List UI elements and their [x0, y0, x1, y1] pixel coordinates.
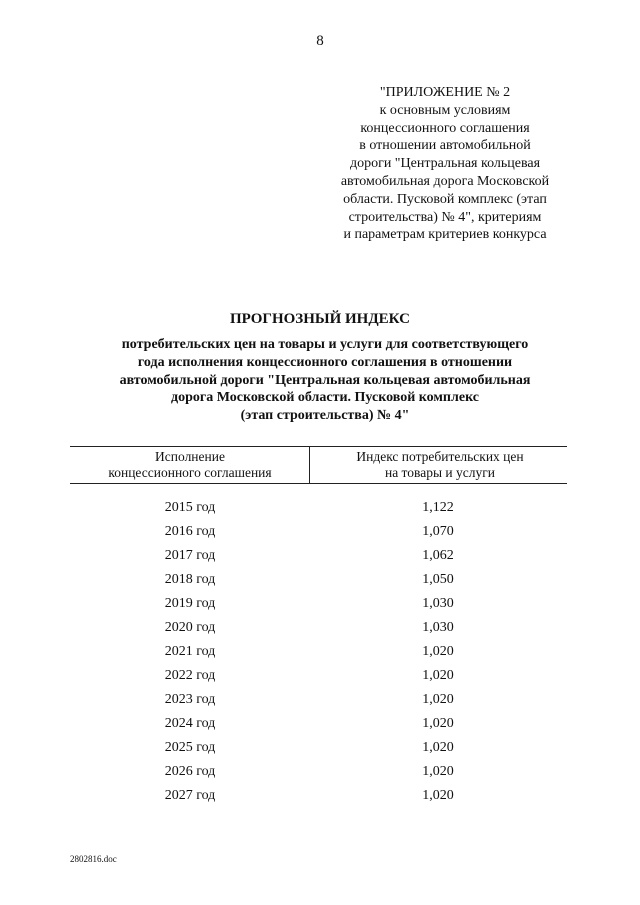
year-cell: 2016 год — [164, 524, 216, 539]
table-row — [0, 618, 640, 642]
appendix-line: строительства) № 4", критериям — [348, 209, 542, 225]
table-row — [0, 594, 640, 618]
document-title: ПРОГНОЗНЫЙ ИНДЕКС — [229, 311, 410, 327]
appendix-line: дороги "Центральная кольцевая — [349, 156, 541, 172]
table-row — [0, 714, 640, 738]
table-row — [0, 498, 640, 522]
index-cell: 1,020 — [422, 788, 454, 803]
appendix-line: области. Пусковой комплекс (этап — [343, 191, 547, 207]
table-header-execution — [80, 449, 300, 481]
index-cell: 1,062 — [422, 548, 454, 563]
table-row — [0, 690, 640, 714]
index-cell: 1,020 — [422, 716, 454, 731]
year-cell: 2027 год — [164, 788, 216, 803]
subtitle-line: (этап строительства) № 4" — [240, 408, 410, 424]
subtitle-line: года исполнения концессионного соглашения в отношении — [137, 354, 513, 370]
table-top-rule — [70, 446, 567, 447]
year-cell: 2019 год — [164, 596, 216, 611]
document-subtitle — [70, 336, 580, 425]
table-row — [0, 570, 640, 594]
footer-document-id: 2802816.doc — [70, 854, 117, 864]
appendix-line: в отношении автомобильной — [359, 138, 531, 154]
table-row — [0, 546, 640, 570]
subtitle-line: дорога Московской области. Пусковой комплекс — [170, 390, 479, 406]
table-row — [0, 762, 640, 786]
table-header-rule — [70, 483, 567, 484]
index-cell: 1,070 — [422, 524, 454, 539]
year-cell: 2025 год — [164, 740, 216, 755]
year-cell: 2022 год — [164, 668, 216, 683]
appendix-heading — [300, 84, 590, 244]
index-cell: 1,020 — [422, 764, 454, 779]
year-cell: 2018 год — [164, 572, 216, 587]
index-cell: 1,020 — [422, 692, 454, 707]
year-cell: 2017 год — [164, 548, 216, 563]
year-cell: 2026 год — [164, 764, 216, 779]
table-row — [0, 642, 640, 666]
table-body — [0, 498, 640, 810]
year-cell: 2021 год — [164, 644, 216, 659]
year-cell: 2023 год — [164, 692, 216, 707]
index-cell: 1,050 — [422, 572, 454, 587]
appendix-line: к основным условиям — [379, 102, 511, 118]
subtitle-line: потребительских цен на товары и услуги для соответствующего — [121, 337, 529, 352]
table-row — [0, 786, 640, 810]
table-header-index — [320, 449, 560, 481]
subtitle-line: автомобильной дороги "Центральная кольцевая автомобильная — [119, 372, 531, 388]
index-cell: 1,122 — [422, 500, 454, 515]
year-cell: 2020 год — [164, 620, 216, 635]
index-cell: 1,030 — [422, 596, 454, 611]
appendix-line: "ПРИЛОЖЕНИЕ № 2 — [379, 85, 511, 100]
index-cell: 1,020 — [422, 668, 454, 683]
page-number: 8 — [316, 33, 324, 49]
header-line: концессионного соглашения — [108, 465, 272, 480]
table-row — [0, 666, 640, 690]
index-cell: 1,020 — [422, 740, 454, 755]
table-row — [0, 522, 640, 546]
header-line: на товары и услуги — [384, 465, 496, 480]
index-cell: 1,020 — [422, 644, 454, 659]
year-cell: 2024 год — [164, 716, 216, 731]
header-line: Исполнение — [155, 449, 225, 464]
appendix-line: автомобильная дорога Московской — [340, 173, 550, 189]
header-line: Индекс потребительских цен — [356, 449, 524, 464]
year-cell: 2015 год — [164, 500, 216, 515]
appendix-line: концессионного соглашения — [360, 120, 530, 136]
table-row — [0, 738, 640, 762]
index-cell: 1,030 — [422, 620, 454, 635]
appendix-line: и параметрам критериев конкурса — [343, 227, 547, 243]
table-column-divider — [309, 446, 310, 483]
